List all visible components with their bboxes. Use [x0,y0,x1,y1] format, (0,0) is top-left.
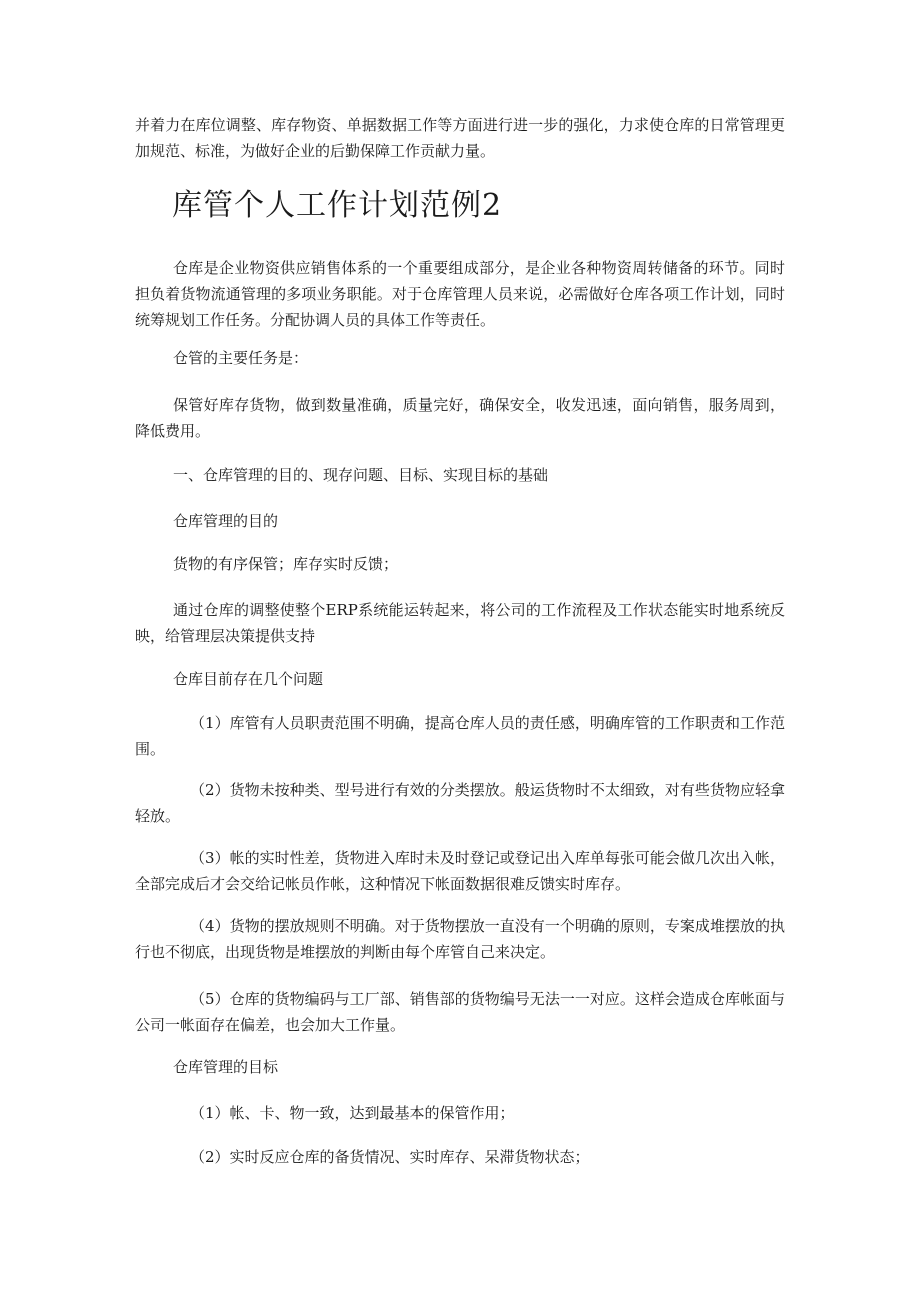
paragraph-warehouse-overview: 仓库是企业物资供应销售体系的一个重要组成部分，是企业各种物资周转储备的环节。同时担负着货物流通管理的多项业务职能。对于仓库管理人员来说，必需做好仓库各项工作计划，同时统筹规划工作任务。分配协调人员的具体工作等责任。 [135,259,785,329]
paragraph-main-tasks: 保管好库存货物，做到数量准确，质量完好，确保安全，收发迅速，面向销售，服务周到，降低费用。 [135,396,785,440]
list-item-problem-3: （3）帐的实时性差，货物进入库时未及时登记或登记出入库单每张可能会做几次出入帐，全部完成后才会交给记帐员作帐，这种情况下帐面数据很难反馈实时库存。 [135,849,785,893]
intro-continuation-paragraph: 并着力在库位调整、库存物资、单据数据工作等方面进行进一步的强化，力求使仓库的日常管理更加规范、标准，为做好企业的后勤保障工作贡献力量。 [135,116,785,160]
page-title: 库管个人工作计划范例2 [172,188,503,223]
paragraph-purpose-items: 货物的有序保管；库存实时反馈； [173,555,399,573]
list-item-goal-2: （2）实时反应仓库的备货情况、实时库存、呆滞货物状态； [190,1148,590,1166]
paragraph-goals-heading: 仓库管理的目标 [173,1058,279,1076]
list-item-problem-5: （5）仓库的货物编码与工厂部、销售部的货物编号无法一一对应。这样会造成仓库帐面与公司一帐面存在偏差，也会加大工作量。 [135,990,785,1034]
paragraph-main-tasks-heading: 仓管的主要任务是： [173,349,309,367]
paragraph-section-one-heading: 一、仓库管理的目的、现存问题、目标、实现目标的基础 [173,466,549,484]
list-item-problem-4: （4）货物的摆放规则不明确。对于货物摆放一直没有一个明确的原则，专案成堆摆放的执行也不彻底，出现货物是堆摆放的判断由每个库管自己来决定。 [135,917,785,961]
list-item-problem-2: （2）货物未按种类、型号进行有效的分类摆放。般运货物时不太细致，对有些货物应轻拿轻放。 [135,781,785,825]
list-item-problem-1: （1）库管有人员职责范围不明确，提高仓库人员的责任感，明确库管的工作职责和工作范围。 [135,714,785,758]
paragraph-erp-support: 通过仓库的调整使整个ERP系统能运转起来，将公司的工作流程及工作状态能实时地系统反映，给管理层决策提供支持 [135,601,785,645]
paragraph-problems-heading: 仓库目前存在几个问题 [173,670,324,688]
paragraph-purpose-heading: 仓库管理的目的 [173,512,279,530]
list-item-goal-1: （1）帐、卡、物一致，达到最基本的保管作用； [190,1104,515,1122]
